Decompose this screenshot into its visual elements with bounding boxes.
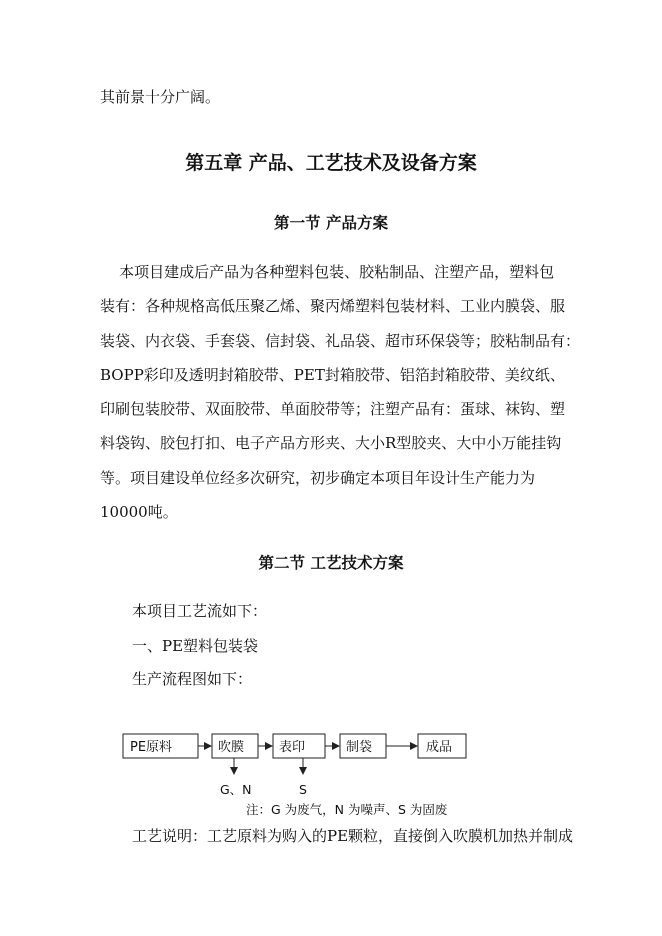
paragraph-line: 装有：各种规格高低压聚乙烯、聚丙烯塑料包装材料、工业内膜袋、服 xyxy=(100,297,566,316)
flow-step-bag-making xyxy=(340,734,386,758)
flow-step-label: 成品 xyxy=(426,740,453,755)
section2-title: 第二节 工艺技术方案 xyxy=(258,553,404,572)
paragraph-line: 本项目建成后产品为各种塑料包装、胶粘制品、注塑产品，塑料包 xyxy=(100,263,555,281)
flow-step-blow-film xyxy=(212,734,258,758)
paragraph-line: 装袋、内衣袋、手套袋、信封袋、礼品袋、超市环保袋等；胶粘制品有： xyxy=(100,331,581,350)
flow-step-label: PE原料 xyxy=(130,740,173,755)
process-description-text: 工艺说明：工艺原料为购入的PE颗粒，直接倒入吹膜机加热并制成 xyxy=(132,827,574,845)
emission-label: G、N xyxy=(220,782,252,797)
flow-step-label: 制袋 xyxy=(346,740,373,755)
flow-step-surface-print xyxy=(273,734,325,758)
flowchart-note: 注：G 为废气，N 为噪声、S 为固废 xyxy=(246,802,448,817)
paragraph-line: 料袋钩、胶包打扣、电子产品方形夹、大小R型胶夹、大中小万能挂钩 xyxy=(100,434,562,453)
production-flowchart xyxy=(0,720,662,830)
chapter-title: 第五章 产品、工艺技术及设备方案 xyxy=(185,152,477,174)
paragraph-line: 10000吨。 xyxy=(100,503,178,522)
flowchart-caption: 生产流程图如下： xyxy=(132,670,253,688)
flow-step-finished-product xyxy=(418,734,466,758)
paragraph-line: BOPP彩印及透明封箱胶带、PET封箱胶带、铝箔封箱胶带、美纹纸、 xyxy=(100,365,565,384)
flow-step-label: 表印 xyxy=(279,740,306,755)
intro-tail-text: 其前景十分广阔。 xyxy=(100,88,221,106)
emission-label: S xyxy=(299,782,307,797)
process-intro-text: 本项目工艺流如下： xyxy=(132,602,268,620)
product-plan-paragraph xyxy=(100,262,598,536)
paragraph-line: 印刷包装胶带、双面胶带、单面胶带等；注塑产品有：蛋球、袜钩、塑 xyxy=(100,400,566,419)
section1-title: 第一节 产品方案 xyxy=(274,213,388,232)
flow-step-raw-material xyxy=(123,734,198,758)
paragraph-line: 等。项目建设单位经多次研究，初步确定本项目年设计生产能力为 xyxy=(100,468,536,487)
flow-step-label: 吹膜 xyxy=(218,740,245,755)
item1-heading: 一、PE塑料包装袋 xyxy=(132,637,259,655)
